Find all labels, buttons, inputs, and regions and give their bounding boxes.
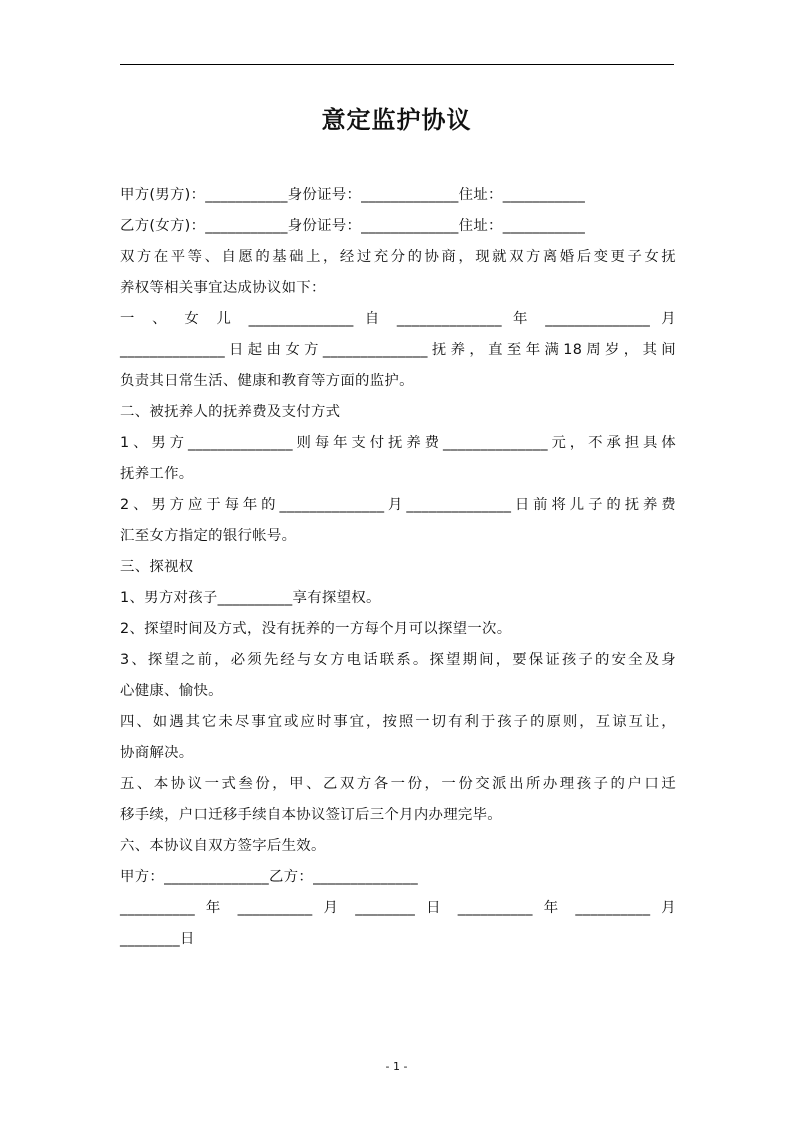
clause-3-3-line-1: 3、探望之前，必须先经与女方电话联系。探望期间，要保证孩子的安全及身 — [120, 652, 676, 668]
section-6: 六、本协议自双方签字后生效。 — [120, 838, 326, 854]
section-2-heading: 二、被抚养人的抚养费及支付方式 — [120, 404, 341, 420]
clause-3-3-line-2: 心健康、愉快。 — [120, 683, 223, 699]
section-5-line-2: 移手续，户口迁移手续自本协议签订后三个月内办理完毕。 — [120, 807, 502, 823]
section-4-line-2: 协商解决。 — [120, 745, 194, 761]
section-3-heading: 三、探视权 — [120, 559, 194, 575]
clause-1-line-1: 一 、 女 儿 ______________ 自 ______________ 年 ______________ 月 — [120, 311, 676, 327]
clause-1-line-2: ______________日起由女方______________抚养，直至年满18周岁，其间 — [120, 342, 676, 358]
party-b-line: 乙方(女方)：___________身份证号：_____________住址：___________ — [120, 218, 586, 234]
section-4-line-1: 四、如遇其它未尽事宜或应时事宜，按照一切有利于孩子的原则，互谅互让， — [120, 714, 676, 730]
clause-2-1-line-1: 1、男方______________则每年支付抚养费______________元，不承担具体 — [120, 435, 676, 451]
date-line-2: ________日 — [120, 931, 195, 947]
document-title: 意定监护协议 — [321, 105, 472, 134]
page-number: - 1 - — [385, 1060, 408, 1073]
clause-3-1: 1、男方对孩子__________享有探望权。 — [120, 590, 381, 606]
date-line-1: __________ 年 __________ 月 ________ 日 __________ 年 __________ 月 — [120, 900, 676, 916]
signature-line: 甲方：______________乙方：______________ — [120, 869, 419, 885]
preamble-line-2: 养权等相关事宜达成协议如下： — [120, 280, 326, 296]
party-a-line: 甲方(男方)：___________身份证号：_____________住址：___________ — [120, 187, 586, 203]
clause-1-line-3: 负责其日常生活、健康和教育等方面的监护。 — [120, 373, 414, 389]
preamble-line-1: 双方在平等、自愿的基础上，经过充分的协商，现就双方离婚后变更子女抚 — [120, 249, 676, 265]
section-5-line-1: 五、本协议一式叁份，甲、乙双方各一份，一份交派出所办理孩子的户口迁 — [120, 776, 676, 792]
clause-3-2: 2、探望时间及方式，没有抚养的一方每个月可以探望一次。 — [120, 621, 512, 637]
clause-2-2-line-2: 汇至女方指定的银行帐号。 — [120, 528, 297, 544]
clause-2-1-line-2: 抚养工作。 — [120, 466, 194, 482]
clause-2-2-line-1: 2、男方应于每年的______________月______________日前将儿子的抚养费 — [120, 497, 676, 513]
header-rule — [120, 64, 674, 65]
